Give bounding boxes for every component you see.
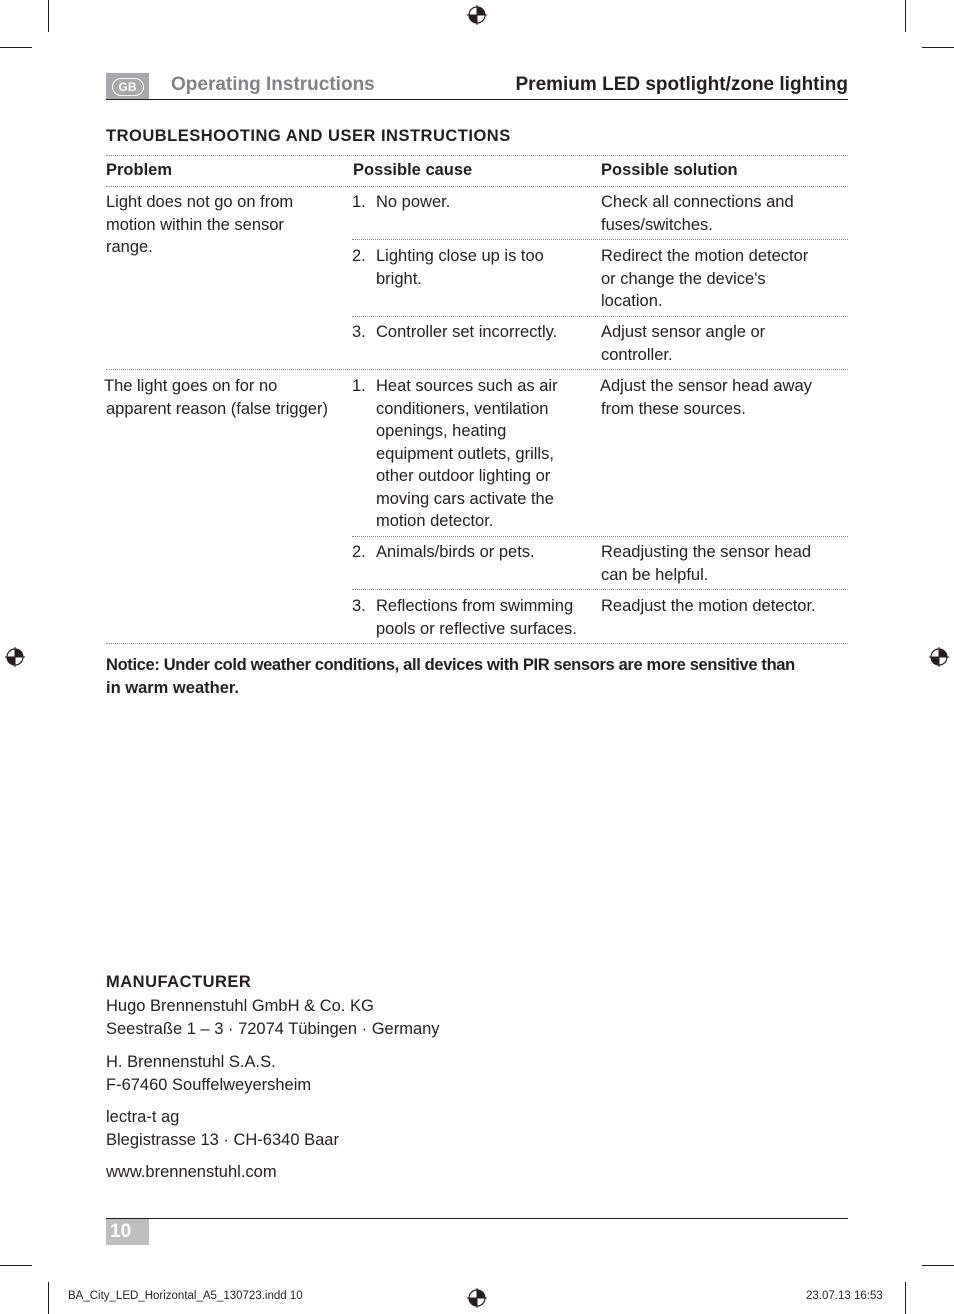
registration-mark-icon [467,5,487,25]
cause-number: 2. [352,543,366,561]
header-product-title: Premium LED spotlight/zone lighting [515,74,848,95]
crop-mark [905,0,906,32]
table-rule [106,186,848,187]
footer-rule [106,1218,848,1219]
print-slug-file: BA_City_LED_Horizontal_A5_130723.indd 10 [68,1290,303,1302]
solution-line: Adjust sensor angle or [601,323,766,341]
cause-cell [376,191,596,214]
manufacturer-address-block [106,1051,311,1096]
cause-line: No power. [376,193,451,211]
solution-line: from these sources. [601,399,746,418]
cause-line: Controller set incorrectly. [376,323,558,341]
website-line: www.brennenstuhl.com [106,1163,277,1181]
address-line: Seestraße 1 – 3 · 72074 Tübingen · Germany [106,1019,440,1038]
address-line: Hugo Brennenstuhl GmbH & Co. KG [106,997,374,1015]
solution-line: Adjust the sensor head away [600,377,812,395]
solution-line: Readjusting the sensor head [601,543,812,561]
address-line: H. Brennenstuhl S.A.S. [106,1053,276,1071]
problem-line: apparent reason (false trigger) [106,399,328,418]
column-header-problem: Problem [106,161,173,179]
crop-mark [922,47,954,48]
column-header-solution: Possible solution [601,161,738,179]
solution-cell [601,541,848,586]
solution-cell [601,595,848,618]
cause-cell [376,541,596,564]
page-number: 10 [106,1219,149,1245]
language-badge-label: GB [112,78,144,96]
notice-line: in warm weather. [106,678,239,697]
solution-line: Redirect the motion detector [601,247,809,265]
cause-number: 2. [352,247,366,265]
cause-line: moving cars activate the [376,489,554,508]
solution-line: Readjust the motion detector. [601,597,816,615]
table-rule [106,369,848,370]
cause-line: motion detector. [376,512,494,530]
solution-line: fuses/switches. [601,215,713,234]
problem-cell [104,375,348,420]
cause-line: bright. [376,269,422,288]
problem-cell [106,191,346,259]
cause-number: 1. [352,193,366,211]
row-rule [352,239,848,240]
cold-weather-notice [106,654,852,699]
manufacturer-website [106,1161,277,1184]
cause-line: conditioners, ventilation [376,399,549,418]
registration-mark-icon [5,647,25,667]
solution-cell [601,245,848,313]
problem-line: range. [106,238,153,256]
cause-cell [376,321,598,344]
manufacturer-address-block [106,1106,339,1151]
cause-number: 3. [352,323,366,341]
solution-line: Check all connections and [601,193,794,211]
table-rule [106,155,848,156]
manufacturer-title: MANUFACTURER [106,973,252,991]
solution-line: controller. [601,345,673,364]
crop-mark [0,47,32,48]
solution-line: can be helpful. [601,565,709,584]
address-line: lectra-t ag [106,1108,180,1126]
row-rule [352,316,848,317]
section-title: TROUBLESHOOTING AND USER INSTRUCTIONS [106,127,511,145]
crop-mark [48,1282,49,1314]
problem-line: The light goes on for no [104,377,278,395]
notice-line: Notice: Under cold weather conditions, all devices with PIR sensors are more sensitive than [106,656,795,674]
cause-line: openings, heating [376,422,507,440]
problem-line: Light does not go on from [106,193,294,211]
solution-line: location. [601,292,663,310]
cause-line: Lighting close up is too [376,247,544,265]
crop-mark [905,1282,906,1314]
cause-number: 3. [352,597,366,615]
manufacturer-address-block [106,995,440,1040]
address-line: Blegistrasse 13 · CH-6340 Baar [106,1130,339,1149]
cause-line: pools or reflective surfaces. [376,619,577,638]
crop-mark [0,1265,32,1266]
solution-cell [601,321,848,366]
problem-line: motion within the sensor [106,215,284,234]
cause-cell [376,375,596,533]
row-rule [352,536,848,537]
crop-mark [48,0,49,32]
solution-line: or change the device's [601,269,766,288]
header-rule [106,99,848,100]
cause-line: other outdoor lighting or [376,467,551,485]
language-badge [106,73,149,100]
solution-cell [600,375,848,420]
registration-mark-icon [467,1288,487,1308]
cause-line: Reflections from swimming [376,597,574,615]
registration-mark-icon [929,647,949,667]
cause-number: 1. [352,377,366,395]
crop-mark [922,1265,954,1266]
solution-cell [601,191,848,236]
print-slug-date: 23.07.13 16:53 [806,1290,883,1302]
table-rule [106,643,848,644]
row-rule [352,589,848,590]
cause-cell [376,595,600,640]
cause-line: equipment outlets, grills, [376,444,554,463]
cause-line: Heat sources such as air [376,377,558,395]
cause-cell [376,245,596,290]
address-line: F-67460 Souffelweyersheim [106,1075,312,1094]
column-header-cause: Possible cause [353,161,473,179]
header-section-label: Operating Instructions [171,74,375,95]
cause-line: Animals/birds or pets. [376,543,535,561]
